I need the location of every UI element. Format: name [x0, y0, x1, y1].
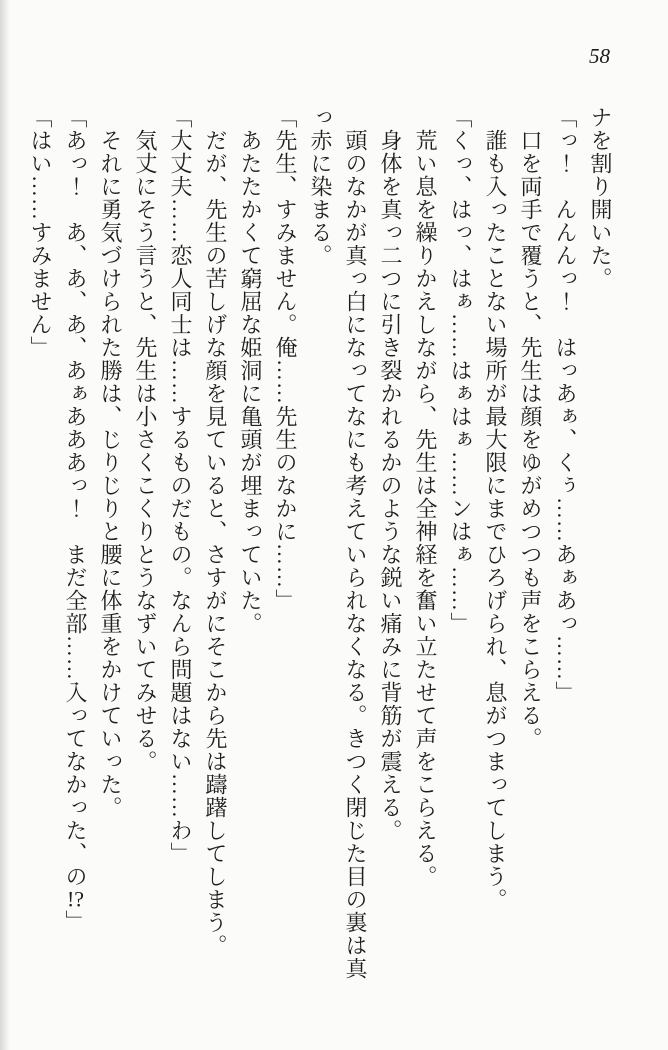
- text-line: 荒い息を繰りかえしながら、先生は全神経を奮い立たせて声をこらえる。: [413, 106, 438, 888]
- text-line: っ赤に染まる。: [308, 106, 333, 267]
- text-line: 「っ！ んんんっ！ はっあぁ、くぅ……あぁあっ……」: [553, 106, 578, 704]
- text-line: 誰も入ったことない場所が最大限にまでひろげられ、息がつまってしまう。: [483, 106, 508, 911]
- page-number: 58: [589, 44, 610, 68]
- tate-chu-yoko: !?: [66, 888, 85, 910]
- page-edge-shadow: [0, 0, 10, 1050]
- text-line: それに勇気づけられた勝は、じりじりと腰に体重をかけていった。: [98, 106, 123, 819]
- text-line: 口を両手で覆うと、先生は顔をゆがめつつも声をこらえる。: [518, 106, 543, 750]
- text-line: ナを割り開いた。: [588, 106, 613, 290]
- text-line: 「先生、すみません。俺……先生のなかに……」: [273, 106, 298, 612]
- vertical-text-block: [23, 106, 618, 980]
- text-line-segment: 「あっ！ あ、あ、あ、あぁあああっ！ まだ全部……入ってなかった、の: [63, 106, 88, 888]
- text-line: 「くっ、はっ、はぁ……はぁはぁ……ンはぁ……」: [448, 106, 473, 635]
- text-line: だが、先生の苦しげな顔を見ていると、さすがにそこから先は躊躇してしまう。: [203, 106, 228, 957]
- text-line-segment: 」: [63, 910, 88, 933]
- text-line: [58, 106, 93, 958]
- text-line: 「大丈夫……恋人同士は……するものだもの。なんら問題はない……わ」: [168, 106, 193, 865]
- text-line: 身体を真っ二つに引き裂かれるかのような鋭い痛みに背筋が震える。: [378, 106, 403, 842]
- text-line: 頭のなかが真っ白になってなにも考えていられなくなる。きつく閉じた目の裏は真: [343, 106, 368, 980]
- text-line: 気丈にそう言うと、先生は小さくこくりとうなずいてみせる。: [133, 106, 158, 773]
- text-line: 「はい……すみません」: [28, 106, 53, 359]
- text-line: あたたかくて窮屈な姫洞に亀頭が埋まっていた。: [238, 106, 263, 635]
